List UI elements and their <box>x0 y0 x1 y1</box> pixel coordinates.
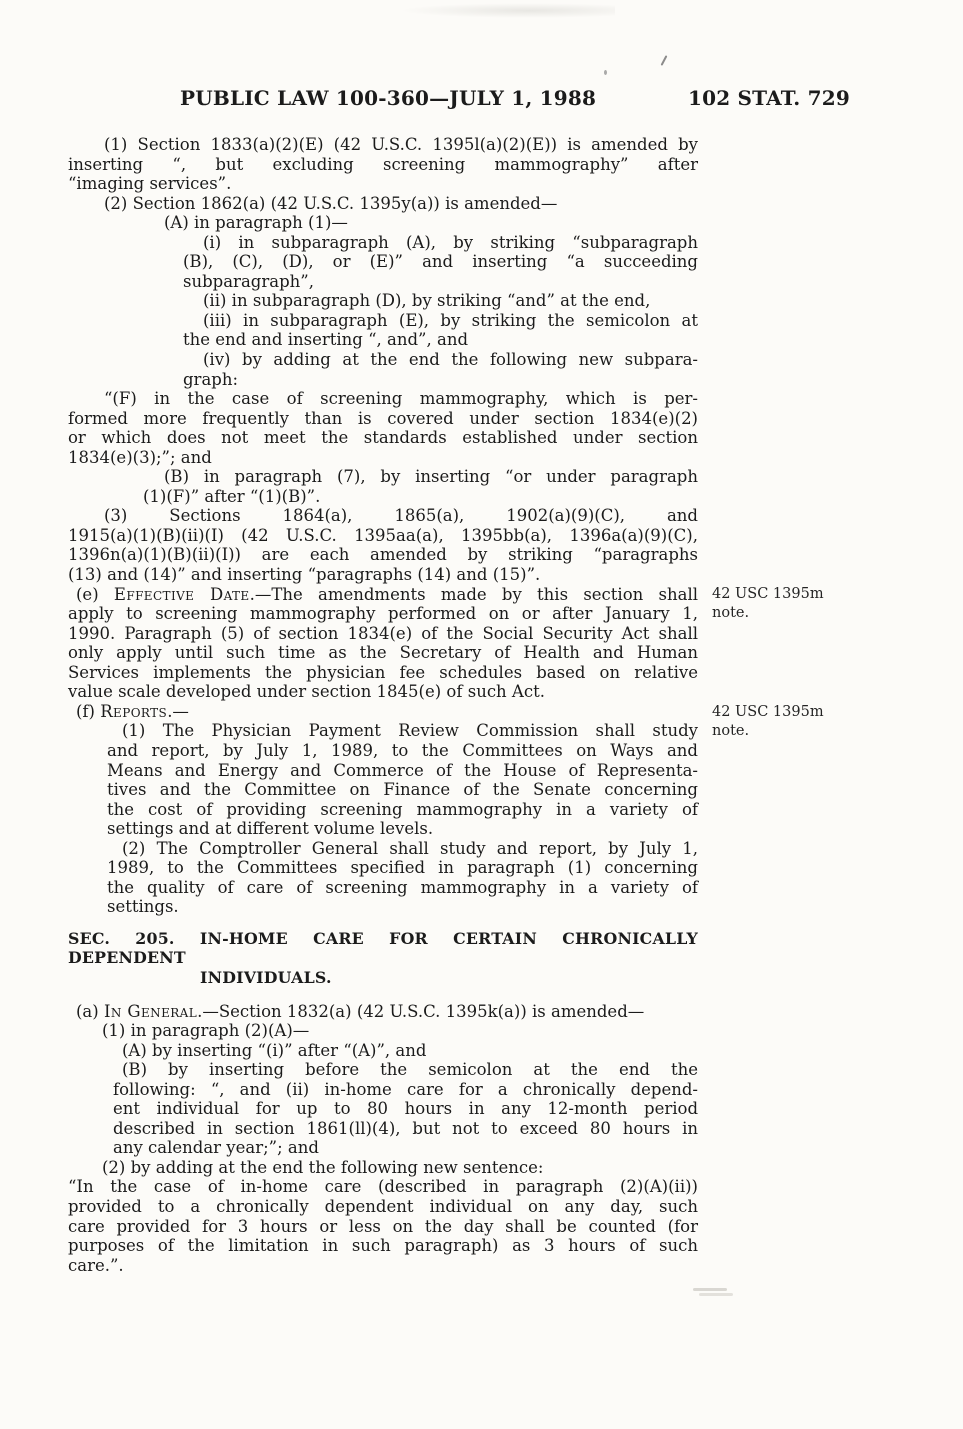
text-line: (ii) in subparagraph (D), by striking “and” at the end, <box>203 291 651 311</box>
text-line: “In the case of in-home care (described in paragraph (2)(A)(ii)) <box>68 1177 698 1197</box>
scan-speck <box>604 70 607 75</box>
margin-note-reports <box>712 703 862 741</box>
scan-smudge <box>400 3 615 18</box>
text-line: (B) in paragraph (7), by inserting “or under paragraph <box>164 467 698 487</box>
text-line: (1)(F)” after “(1)(B)”. <box>143 486 321 506</box>
text-line: value scale developed under section 1845(e) of such Act. <box>68 682 545 702</box>
text-line: formed more frequently than is covered under section 1834(e)(2) <box>68 408 698 428</box>
text-line: (iii) in subparagraph (E), by striking the semicolon at <box>203 310 698 330</box>
text-line: (1) The Physician Payment Review Commission shall study <box>122 721 698 741</box>
margin-note-line: note. <box>712 605 750 621</box>
text-line: 1834(e)(3);”; and <box>68 447 212 467</box>
text-line: only apply until such time as the Secretary of Health and Human <box>68 643 698 663</box>
text-line: (B), (C), (D), or (E)” and inserting “a succeeding <box>183 252 698 272</box>
text-line: (i) in subparagraph (A), by striking “subparagraph <box>203 232 698 252</box>
para-1-sec-1833 <box>68 135 698 194</box>
small-caps-label: Reports <box>100 701 168 721</box>
text-line: (1) in paragraph (2)(A)— <box>102 1021 310 1041</box>
page-header-stat-citation: 102 STAT. 729 <box>688 86 850 110</box>
text-line: “imaging services”. <box>68 174 232 194</box>
text-line: (2) The Comptroller General shall study and report, by July 1, <box>122 838 698 858</box>
para-3-sections <box>68 506 698 584</box>
text-line: following: “, and (ii) in-home care for a chronically depend- <box>113 1079 698 1099</box>
text-line: apply to screening mammography performed on or after January 1, <box>68 604 698 624</box>
text-line: “(F) in the case of screening mammography, which is per- <box>104 389 698 409</box>
text-line: subparagraph”, <box>183 271 314 291</box>
small-caps-label: Effective Date <box>113 584 250 604</box>
text-line: the cost of providing screening mammography in a variety of <box>107 799 698 819</box>
margin-note-effective-date <box>712 585 862 623</box>
text-line: settings. <box>107 897 179 917</box>
text-line: (a) In General.—Section 1832(a) (42 U.S.C. 1395k(a)) is amended— <box>76 1001 645 1021</box>
a-para-1 <box>68 1021 698 1041</box>
text-line: the quality of care of screening mammography in a variety of <box>107 877 698 897</box>
text-line: (3) Sections 1864(a), 1865(a), 1902(a)(9)(C), and <box>104 506 698 526</box>
margin-note-line: 42 USC 1395m <box>712 586 824 602</box>
text-line: inserting “, but excluding screening mammography” after <box>68 154 698 174</box>
scan-faint-dash <box>693 1288 727 1291</box>
f-para-2 <box>68 839 698 917</box>
text-line: tives and the Committee on Finance of the Senate concerning <box>107 780 698 800</box>
a-subpara-B <box>68 1060 698 1158</box>
text-line: described in section 1861(ll)(4), but not to exceed 80 hours in <box>113 1118 698 1138</box>
text-line: Means and Energy and Commerce of the House of Representa- <box>107 760 698 780</box>
small-caps-label: In General <box>103 1001 198 1021</box>
text-line: the end and inserting “, and”, and <box>183 330 469 350</box>
text-line: care provided for 3 hours or less on the day shall be counted (for <box>68 1216 698 1236</box>
text-line: Services implements the physician fee schedules based on relative <box>68 662 698 682</box>
text-line: (e) Effective Date.—The amendments made by this section shall <box>76 584 699 604</box>
margin-note-line: 42 USC 1395m <box>712 704 824 720</box>
text-line: INDIVIDUALS. <box>200 967 332 987</box>
text-line: any calendar year;”; and <box>113 1138 319 1158</box>
subsec-a-in-general <box>68 1002 698 1022</box>
para-2-sec-1862 <box>68 194 698 214</box>
sec-205-heading <box>68 929 698 988</box>
text-line: care.”. <box>68 1255 124 1275</box>
clause-ii <box>68 291 698 311</box>
clause-i <box>68 233 698 292</box>
margin-note-line: note. <box>712 723 750 739</box>
f-para-1 <box>68 721 698 838</box>
text-line: (13) and (14)” and inserting “paragraphs (14) and (15)”. <box>68 565 541 585</box>
text-line: or which does not meet the standards established under section <box>68 428 698 448</box>
text-line: (f) Reports.— <box>76 701 189 721</box>
text-line: settings and at different volume levels. <box>107 819 434 839</box>
subsec-f-reports <box>68 702 698 722</box>
statute-text <box>68 135 698 1275</box>
clause-iv <box>68 350 698 389</box>
text-line: graph: <box>183 369 239 389</box>
quoted-new-sentence <box>68 1177 698 1275</box>
subpara-B <box>68 467 698 506</box>
text-line: 1396n(a)(1)(B)(ii)(I)) are each amended by striking “paragraphs <box>68 545 698 565</box>
text-line: (iv) by adding at the end the following new subpara- <box>203 350 698 370</box>
a-para-2 <box>68 1158 698 1178</box>
text-line: (B) by inserting before the semicolon at the end the <box>122 1060 698 1080</box>
text-line: provided to a chronically dependent individual on any day, such <box>68 1196 698 1216</box>
subpara-A <box>68 213 698 233</box>
text-line: 1990. Paragraph (5) of section 1834(e) of the Social Security Act shall <box>68 623 698 643</box>
text-line: 1915(a)(1)(B)(ii)(I) (42 U.S.C. 1395aa(a), 1395bb(a), 1396a(a)(9)(C), <box>68 525 698 545</box>
quoted-subpara-F <box>68 389 698 467</box>
text-line: (1) Section 1833(a)(2)(E) (42 U.S.C. 1395l(a)(2)(E)) is amended by <box>104 135 698 154</box>
page-header-law-title: PUBLIC LAW 100-360—JULY 1, 1988 <box>180 86 597 110</box>
text-line: SEC. 205. IN-HOME CARE FOR CERTAIN CHRONICALLY DEPENDENT <box>68 928 698 968</box>
clause-iii <box>68 311 698 350</box>
subsec-e-effective-date <box>68 585 698 702</box>
text-line: (2) by adding at the end the following new sentence: <box>102 1157 544 1177</box>
a-subpara-A <box>68 1041 698 1061</box>
text-line: 1989, to the Committees specified in paragraph (1) concerning <box>107 858 698 878</box>
text-line: (2) Section 1862(a) (42 U.S.C. 1395y(a)) is amended— <box>104 193 558 213</box>
text-line: (A) in paragraph (1)— <box>164 213 348 233</box>
text-line: and report, by July 1, 1989, to the Committees on Ways and <box>107 740 698 760</box>
text-line: purposes of the limitation in such paragraph) as 3 hours of such <box>68 1236 698 1256</box>
text-line: ent individual for up to 80 hours in any 12-month period <box>113 1099 698 1119</box>
text-line: (A) by inserting “(i)” after “(A)”, and <box>122 1040 427 1060</box>
scan-stray-mark <box>661 55 668 66</box>
running-head <box>0 86 963 114</box>
